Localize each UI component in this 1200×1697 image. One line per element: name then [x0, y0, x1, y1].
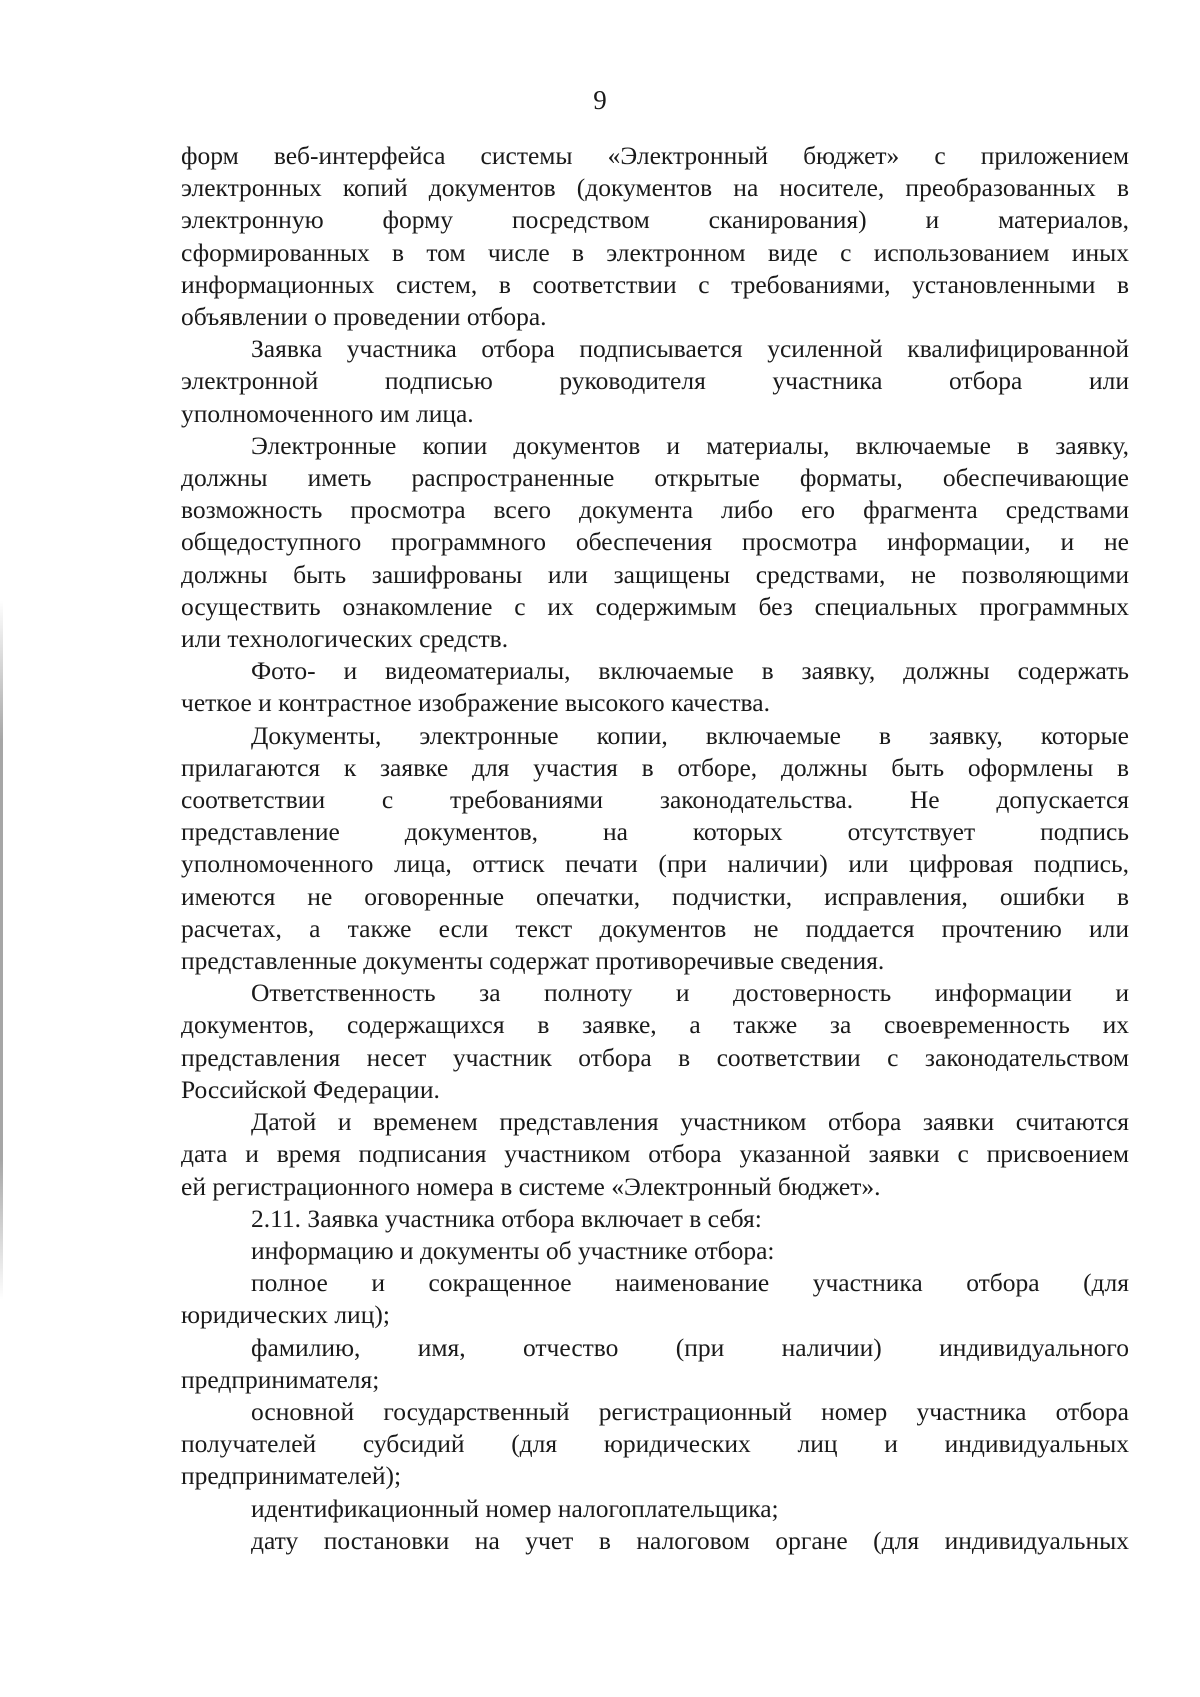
text-line: дата и время подписания участником отбора указанной заявки с присвоением	[181, 1139, 1129, 1169]
text-line: четкое и контрастное изображение высокого качества.	[181, 688, 770, 718]
text-line: представление документов, на которых отсутствует подпись	[181, 817, 1129, 847]
text-line: Ответственность за полноту и достоверность информации и	[251, 978, 1129, 1008]
text-line: прилагаются к заявке для участия в отборе, должны быть оформлены в	[181, 752, 1129, 782]
paragraph	[181, 655, 1129, 719]
text-line: имеются не оговоренные опечатки, подчистки, исправления, ошибки в	[181, 881, 1129, 911]
paragraph	[181, 1106, 1129, 1203]
text-line: Фото- и видеоматериалы, включаемые в заявку, должны содержать	[251, 656, 1129, 686]
paragraph	[181, 333, 1129, 430]
paragraph	[181, 140, 1129, 333]
paragraph	[181, 1493, 1129, 1525]
paragraph	[181, 1396, 1129, 1493]
text-line: 2.11. Заявка участника отбора включает в себя:	[251, 1203, 762, 1233]
text-line: Электронные копии документов и материалы, включаемые в заявку,	[251, 430, 1129, 460]
page-number: 9	[593, 85, 607, 115]
text-line: представленные документы содержат противоречивые сведения.	[181, 946, 885, 976]
text-line: юридических лиц);	[181, 1300, 390, 1330]
text-line: сформированных в том числе в электронном виде с использованием иных	[181, 237, 1129, 267]
text-line: полное и сокращенное наименование участника отбора (для	[251, 1268, 1129, 1298]
text-line: соответствии с требованиями законодательства. Не допускается	[181, 785, 1129, 815]
text-line: расчетах, а также если текст документов не поддается прочтению или	[181, 913, 1129, 943]
document-body	[181, 140, 1129, 1557]
text-line: уполномоченного лица, оттиск печати (при наличии) или цифровая подпись,	[181, 849, 1129, 879]
text-line: Датой и временем представления участником отбора заявки считаются	[251, 1107, 1129, 1137]
text-line: возможность просмотра всего документа либо его фрагмента средствами	[181, 495, 1129, 525]
paragraph	[181, 1267, 1129, 1331]
scan-edge-shadow	[0, 600, 3, 1300]
text-line: предпринимателей);	[181, 1461, 402, 1491]
text-line: идентификационный номер налогоплательщика;	[251, 1493, 779, 1523]
text-line: электронных копий документов (документов на носителе, преобразованных в	[181, 173, 1129, 203]
text-line: представления несет участник отбора в соответствии с законодательством	[181, 1042, 1129, 1072]
text-line: или технологических средств.	[181, 624, 509, 654]
paragraph	[181, 720, 1129, 978]
paragraph	[181, 430, 1129, 655]
text-line: электронной подписью руководителя участника отбора или	[181, 366, 1129, 396]
text-line: получателей субсидий (для юридических лиц и индивидуальных	[181, 1429, 1129, 1459]
paragraph	[181, 1525, 1129, 1557]
text-line: основной государственный регистрационный номер участника отбора	[251, 1396, 1129, 1426]
text-line: объявлении о проведении отбора.	[181, 302, 547, 332]
text-line: Российской Федерации.	[181, 1074, 440, 1104]
text-line: Заявка участника отбора подписывается усиленной квалифицированной	[251, 334, 1129, 364]
text-line: электронную форму посредством сканирования) и материалов,	[181, 205, 1129, 235]
text-line: осуществить ознакомление с их содержимым без специальных программных	[181, 591, 1129, 621]
text-line: ей регистрационного номера в системе «Электронный бюджет».	[181, 1171, 881, 1201]
text-line: предпринимателя;	[181, 1364, 380, 1394]
text-line: информационных систем, в соответствии с требованиями, установленными в	[181, 269, 1129, 299]
text-line: Документы, электронные копии, включаемые в заявку, которые	[251, 720, 1129, 750]
text-line: должны быть зашифрованы или защищены средствами, не позволяющими	[181, 559, 1129, 589]
text-line: общедоступного программного обеспечения просмотра информации, и не	[181, 527, 1129, 557]
paragraph	[181, 977, 1129, 1106]
text-line: дату постановки на учет в налоговом органе (для индивидуальных	[251, 1525, 1129, 1555]
text-line: уполномоченного им лица.	[181, 398, 474, 428]
text-line: форм веб-интерфейса системы «Электронный бюджет» с приложением	[181, 141, 1129, 170]
text-line: фамилию, имя, отчество (при наличии) индивидуального	[251, 1332, 1129, 1362]
paragraph	[181, 1203, 1129, 1235]
text-line: информацию и документы об участнике отбора:	[251, 1235, 775, 1265]
paragraph	[181, 1235, 1129, 1267]
text-line: документов, содержащихся в заявке, а также за своевременность их	[181, 1010, 1129, 1040]
paragraph	[181, 1332, 1129, 1396]
text-line: должны иметь распространенные открытые форматы, обеспечивающие	[181, 463, 1129, 493]
